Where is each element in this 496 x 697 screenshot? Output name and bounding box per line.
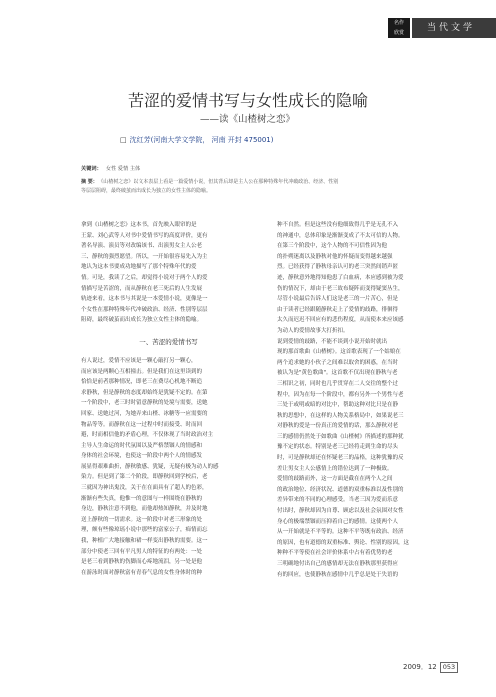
- text-line: 地认为这本书要成功地描写了那个特殊年代的爱: [81, 264, 197, 271]
- text-line: 在游泳时面对静秋富有青春气息的女性身体时的种: [81, 569, 203, 576]
- text-line: 三相识之初，同时也几乎贯穿在二人交往的整个过: [277, 380, 399, 387]
- logo-top-text: 名作: [393, 20, 404, 26]
- text-line: 豫不定的状态。特别是老三已经将走到生命的尽头: [277, 444, 399, 451]
- text-line: 太久而迟迟不回应有的悲伤程度，从而使本来应该感: [277, 317, 404, 324]
- right-para-4: [277, 474, 452, 580]
- text-line: 物品等等。而静秋在这一过程中时而接受、时而回: [81, 421, 203, 428]
- article-subtitle: ——读《山楂树之恋》: [200, 114, 296, 125]
- text-line: 从一开始就是不平等的。这种不平等既有政治、经济: [277, 529, 404, 536]
- author-box: □: [120, 136, 127, 144]
- text-line: 对静秋的爱是一份真正的爱情的话，那么静秋对老: [277, 423, 399, 430]
- text-line: 是老三看到静秋的伤脚而心疼地流泪，另一处是他: [81, 559, 203, 566]
- text-line: 情。可是，我读了之后，却觉得小说对于两个人的爱: [81, 274, 208, 281]
- text-line: 有的回应，也使静秋在感情中几乎总是处于失语的: [277, 571, 399, 578]
- logo-bottom-text: 欣赏: [393, 30, 404, 36]
- abstract: [81, 178, 457, 196]
- text-line: 轨迹来看，这本书与其说是一本爱情小说，更像是一: [81, 296, 208, 303]
- text-line: 恰恰是前者那种情况，即老三在费尽心机地不断追: [81, 379, 203, 386]
- text-line: 身体的社会环境，也使这一阶段中两个人的情感发: [81, 453, 203, 460]
- text-line: 染力。但是到了第二个阶段，即静秋回到学校后，老: [81, 474, 208, 481]
- text-line: 的政治地位、经济状况、道德的双重标准以及性别的: [277, 486, 404, 493]
- page-number: 053: [440, 662, 458, 673]
- left-para-1: [81, 220, 256, 326]
- text-line: 王蒙、刘心武等人对书中爱情书写的高度评价，更有: [81, 232, 208, 239]
- text-line: 我，种植广大地接触和裙一样变出静秋的需要。这一: [81, 538, 208, 545]
- text-line: 阻碍，最终破茧而出成长为独立女性主体的隐喻。: [81, 317, 203, 324]
- section-heading: 一、苦涩的爱情书写: [139, 337, 198, 346]
- right-para-2: [277, 241, 452, 336]
- text-line: 身边，静秋注意不到他，而他却热知静秋，并及时地: [81, 506, 208, 513]
- text-line: 一个阶段中，老三时时留意静秋的处境与需要，送她: [81, 400, 208, 407]
- text-line: 爱情的歧路而外，这一方面是截在在两个人之间: [277, 476, 393, 483]
- abstract-line: 《山楂树之恋》以文本表层上看是一篇爱情小说，但其背后却是主人公在那种特殊年代冲破政治、经济、性别: [100, 179, 339, 185]
- article-title: 苦涩的爱情书写与女性成长的隐喻: [127, 91, 368, 110]
- text-line: 有人说过，爱情不应该是一颗心敲打另一颗心，: [81, 357, 197, 364]
- text-line: 烈。已经获得了静秋母亲认可的老三突然间销声匿: [277, 264, 399, 271]
- left-para-2: [81, 356, 256, 578]
- text-line: 迹，静秋意外地得知他患了白血病，本应感到被为爱: [277, 274, 404, 281]
- text-line: 尽管小说最后告诉人们这是老三的一片苦心，但是: [277, 296, 399, 303]
- journal-logo: [388, 18, 410, 38]
- keywords: [81, 165, 441, 174]
- text-line: 主导人生命运的时代氛围以及严格禁锢人的情感和: [81, 442, 203, 449]
- text-line: 三处于或明或暗的对比中，帮助这种对比只是在静: [277, 402, 399, 409]
- text-line: 种种不平等使在社会评价体系中占有着优势的老: [277, 550, 393, 557]
- right-para-3: [277, 337, 452, 475]
- text-line: 时，可是静秋却还在怀疑老三的品格，这种犹豫的反: [277, 455, 404, 462]
- text-line: 个女性在那种特殊年代冲破政治、经济、性别等层层: [81, 306, 208, 313]
- text-line: 种不自然。但是这些没有他细致得几乎是无孔不入: [277, 222, 399, 228]
- issue-date: 2009．12: [403, 663, 437, 671]
- text-line: 求静秋，但是静秋的态度却始终是犹疑不定的。在第: [81, 389, 208, 396]
- text-line: 理，颇有些像琼瑶小说中那些的富家公子，痴情而忘: [81, 527, 208, 534]
- text-line: 的原因，也有道德的双重标准、舆论、性别的原因，这: [277, 539, 410, 546]
- text-line: 著名导演、演员等对改编该书、出演男女主人公老: [81, 243, 203, 250]
- text-line: 在第三个阶段中，这个人物的不可信性因为他: [277, 243, 388, 250]
- page-footer: [403, 662, 493, 673]
- text-line: 三、静秋的强烈愿望。所以，一开始很容易先入为主: [81, 253, 208, 260]
- text-line: 付出时，静秋却因为自尊、顾虑以及社会氛围对女性: [277, 508, 404, 515]
- text-line: 两个追求她的小伙子之间难以取舍的困惑，在当时: [277, 359, 399, 366]
- text-line: 由于读者已经跟随静秋走上了爱情的歧路，徘徊得: [277, 306, 399, 313]
- right-para-1: [277, 220, 452, 241]
- text-line: 三就因为神出鬼没，关于在在面具有了超人的色彩，: [81, 485, 208, 492]
- author-affiliation: (河南大学文学院， 河南 开封 475001): [150, 136, 274, 144]
- author-line: [120, 134, 450, 146]
- right-column: [277, 220, 452, 580]
- text-line: 伤的情况下，却由于老三故布疑阵而变得疑窦丛生，: [277, 285, 404, 292]
- text-line: 被认为是"黄色歌曲"。这首歌不仅出现在静秋与老: [277, 370, 398, 377]
- text-line: 说到爱情的歧路，不能不谈到小说开始时就出: [277, 338, 388, 345]
- text-line: 而应该是两颗心互相撞击。但是我们在这里读到的: [81, 368, 203, 375]
- abstract-line: 等层层阻碍，最终破茧而出成长为独立的女性主体的隐喻。: [81, 188, 212, 194]
- text-line: 送上静秋的一切需求。这一阶段中对老三形象的处: [81, 516, 203, 523]
- text-line: 拿到《山楂树之恋》这本书，首先映入眼帘的是: [81, 222, 197, 228]
- text-line: 身心的极端禁锢而压抑着自己的感情。这使两个人: [277, 518, 399, 525]
- keywords-label: 关键词：: [81, 166, 102, 172]
- text-line: 程中，因为在每一个阶段中，都有另外一个男性与老: [277, 391, 404, 398]
- text-line: 为动人的爱情故事大打折扣。: [277, 327, 349, 334]
- text-line: 部分中使老三回有平凡男人的特征的有两处：一处: [81, 548, 203, 555]
- text-line: 渐渐有些失真，他惟一的意图与一样围绕在静秋的: [81, 495, 203, 502]
- text-line: 情描写是苦涩的，而从静秋在老三死后的人生发展: [81, 285, 203, 292]
- text-line: 差异带来的不同的心理感受。当老三因为爱而乐意: [277, 497, 399, 504]
- text-line: 的扑朔迷离以及静秋对他的怀疑而变得越来越强: [277, 253, 393, 260]
- text-line: 展显得艰难曲折，静秋敏感、犹疑，无疑有极为动人的感: [81, 463, 219, 470]
- text-line: 三明确地付出自己的感情却无法在静秋那里获得应: [277, 561, 399, 567]
- keywords-text: 女性 爱情 主体: [105, 166, 141, 172]
- abstract-label: 摘 要：: [81, 179, 98, 185]
- text-line: 三的感情仍然处于如歌曲《山楂树》所描述的那种犹: [277, 433, 404, 440]
- author-name: 沈红芳: [129, 136, 151, 144]
- text-line: 回家、送她过河，为她弄来山楂、冰糖等一应需要的: [81, 410, 208, 417]
- text-line: 的神通中，总体印象是渐渐变成了不太可信的人物。: [277, 232, 404, 239]
- text-line: 秋的思想中，在这样的人物关系格局中，如果说老三: [277, 412, 404, 419]
- left-column: [81, 220, 256, 578]
- text-line: 避，时而相信他的矛盾心理，不仅体现了当时政治对主: [81, 432, 214, 439]
- text-line: 现的那首歌曲《山楂树》。这首歌表现了一个姑娘在: [277, 349, 401, 356]
- section-label: 当代文学: [427, 23, 476, 33]
- text-line: 差让男女主人公感情上的错位达到了一种极致。: [277, 465, 393, 472]
